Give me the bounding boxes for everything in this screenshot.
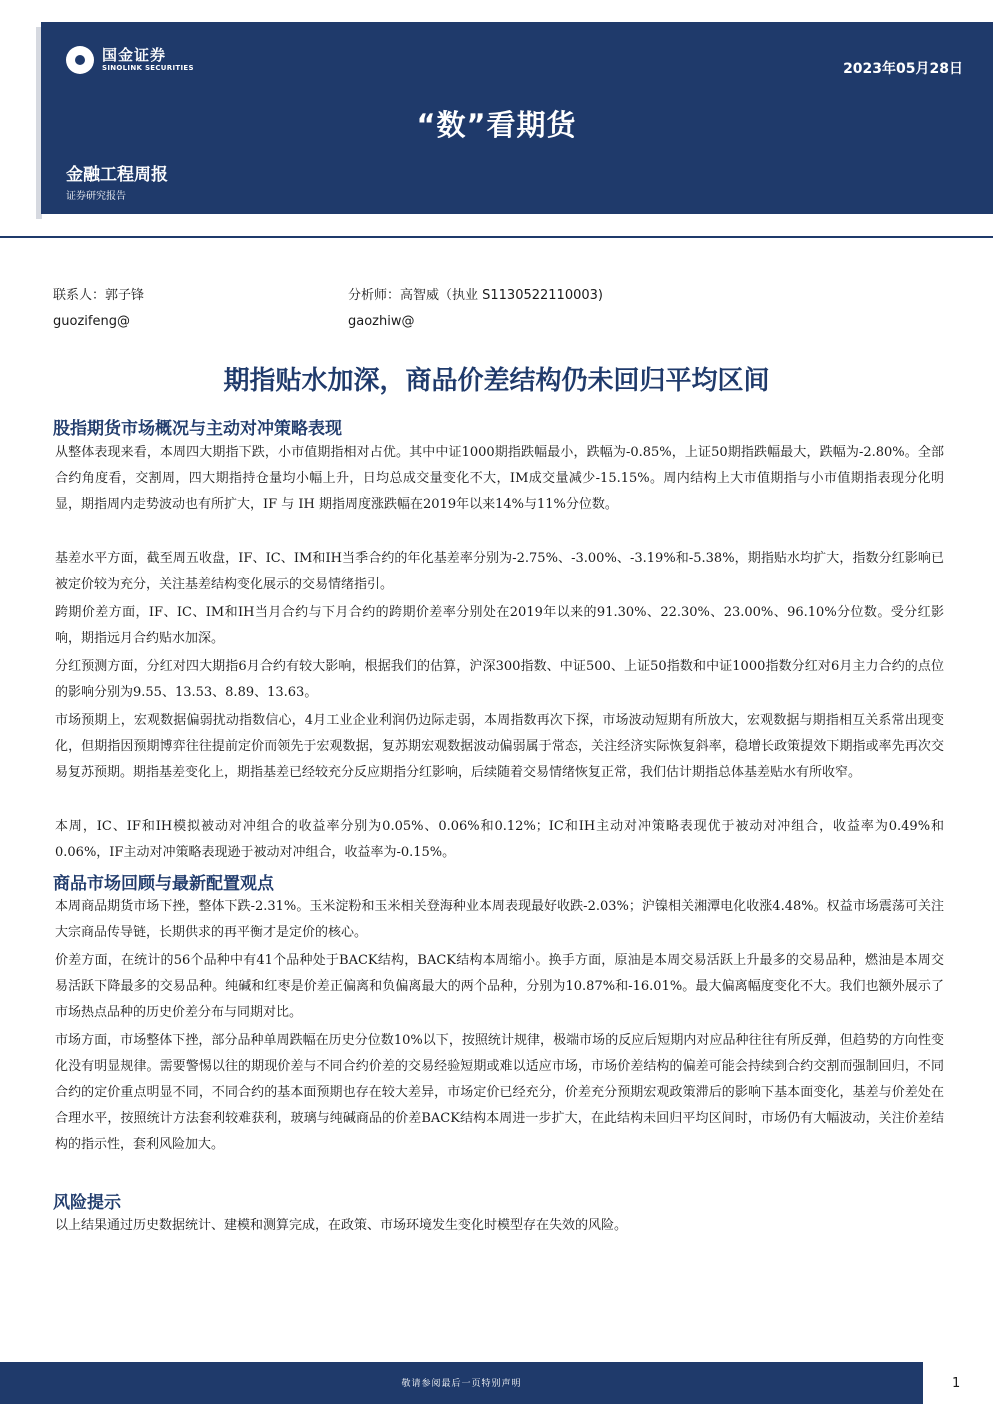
contact-person: 联系人：郭子锋 bbox=[53, 288, 145, 303]
section-heading-index-futures: 股指期货市场概况与主动对冲策略表现 bbox=[53, 419, 342, 439]
report-date: 2023年05月28日 bbox=[843, 61, 963, 77]
paragraph: 市场预期上，宏观数据偏弱扰动指数信心，4月工业企业利润仍边际走弱，本周指数再次下探，市场波动短期有所放大，宏观数据与期指相互关系常出现变化，但期指因预期博弈往往提前定价而领先于宏观数据，复苏期宏观数据波动偏弱属于常态，关注经济实际恢复斜率，稳增长政策提效下期指或率先再次交易复苏预期。期指基差变化上，期指基差已经较充分反应期指分红影响，后续随着交易情绪恢复正常，我们估计期指总体基差贴水有所收窄。 bbox=[55, 713, 944, 780]
report-subtitle: 金融工程周报 bbox=[66, 165, 168, 185]
paragraph: 基差水平方面，截至周五收盘，IF、IC、IM和IH当季合约的年化基差率分别为-2.75%、-3.00%、-3.19%和-5.38%，期指贴水均扩大，指数分红影响已被定价较为充分，关注基差结构变化展示的交易情绪指引。 bbox=[55, 551, 944, 592]
paragraph: 本周，IC、IF和IH模拟被动对冲组合的收益率分别为0.05%、0.06%和0.12%；IC和IH主动对冲策略表现优于被动对冲组合，收益率为0.49%和0.06%，IF主动对冲策略表现逊于被动对冲组合，收益率为-0.15%。 bbox=[55, 819, 944, 860]
paragraph: 分红预测方面，分红对四大期指6月合约有较大影响，根据我们的估算，沪深300指数、中证500、上证50指数和中证1000指数分红对6月主力合约的点位的影响分别为9.55、13.53、8.89、13.63。 bbox=[55, 659, 944, 700]
header-divider bbox=[0, 236, 993, 238]
contact-email[interactable]: guozifeng@ bbox=[53, 314, 130, 329]
section-heading-commodity: 商品市场回顾与最新配置观点 bbox=[53, 874, 274, 894]
paragraph: 跨期价差方面，IF、IC、IM和IH当月合约与下月合约的跨期价差率分别处在2019年以来的91.30%、22.30%、23.00%、96.10%分位数。受分红影响，期指远月合约贴水加深。 bbox=[55, 605, 944, 646]
paragraph: 本周商品期货市场下挫，整体下跌-2.31%。玉米淀粉和玉米相关登海种业本周表现最好收跌-2.03%；沪镍相关湘潭电化收涨4.48%。权益市场震荡可关注大宗商品传导链，长期供求的再平衡才是定价的核心。 bbox=[55, 899, 944, 940]
logo-name-en: SINOLINK SECURITIES bbox=[102, 64, 194, 72]
section-heading-risk: 风险提示 bbox=[53, 1193, 121, 1213]
paragraph: 以上结果通过历史数据统计、建模和测算完成，在政策、市场环境发生变化时模型存在失效的风险。 bbox=[55, 1218, 628, 1233]
report-title: “数”看期货 bbox=[416, 108, 577, 142]
paragraph: 价差方面，在统计的56个品种中有41个品种处于BACK结构，BACK结构本周缩小。换手方面，原油是本周交易活跃上升最多的交易品种，燃油是本周交易活跃下降最多的交易品种。纯碱和红枣是价差正偏离和负偏离最大的两个品种，分别为10.87%和-16.01%。最大偏离幅度变化不大。我们也额外展示了市场热点品种的历史价差分布与同期对比。 bbox=[55, 953, 944, 1020]
analyst-info: 分析师：高智威（执业 S1130522110003) bbox=[348, 288, 603, 303]
report-type: 证券研究报告 bbox=[66, 191, 126, 202]
report-headline: 期指贴水加深，商品价差结构仍未回归平均区间 bbox=[223, 366, 770, 396]
paragraph: 市场方面，市场整体下挫，部分品种单周跌幅在历史分位数10%以下，按照统计规律，极端市场的反应后短期内对应品种往往有所反弹，但趋势的方向性变化没有明显规律。需要警惕以往的期现价差与不同合约价差的交易经验短期或难以适应市场，市场价差结构的偏差可能会持续到合约交割而强制回归，不同合约的定价重点明显不同，不同合约的基本面预期也存在较大差异，市场定价已经充分，价差充分预期宏观政策滞后的影响下基本面变化，基差与价差处在合理水平，按照统计方法套利较难获利，玻璃与纯碱商品的价差BACK结构本周进一步扩大，在此结构未回归平均区间时，市场仍有大幅波动，关注价差结构的指示性，套利风险加大。 bbox=[55, 1033, 944, 1152]
company-logo bbox=[66, 46, 194, 74]
paragraph: 从整体表现来看，本周四大期指下跌，小市值期指相对占优。其中中证1000期指跌幅最小，跌幅为-0.85%，上证50期指跌幅最大，跌幅为-2.80%。全部合约角度看，交割周，四大期指持仓量均小幅上升，日均总成交量变化不大，IM成交量减少-15.15%。周内结构上大市值期指与小市值期指表现分化明显，期指周内走势波动也有所扩大，IF 与 IH 期指周度涨跌幅在2019年以来14%与11%分位数。 bbox=[55, 445, 944, 512]
page-number: 1 bbox=[952, 1376, 961, 1391]
logo-name-cn: 国金证券 bbox=[102, 46, 167, 64]
footer-disclaimer-note: 敬请参阅最后一页特别声明 bbox=[401, 1379, 522, 1389]
logo-circle-icon bbox=[66, 46, 94, 74]
analyst-email[interactable]: gaozhiw@ bbox=[348, 314, 415, 329]
